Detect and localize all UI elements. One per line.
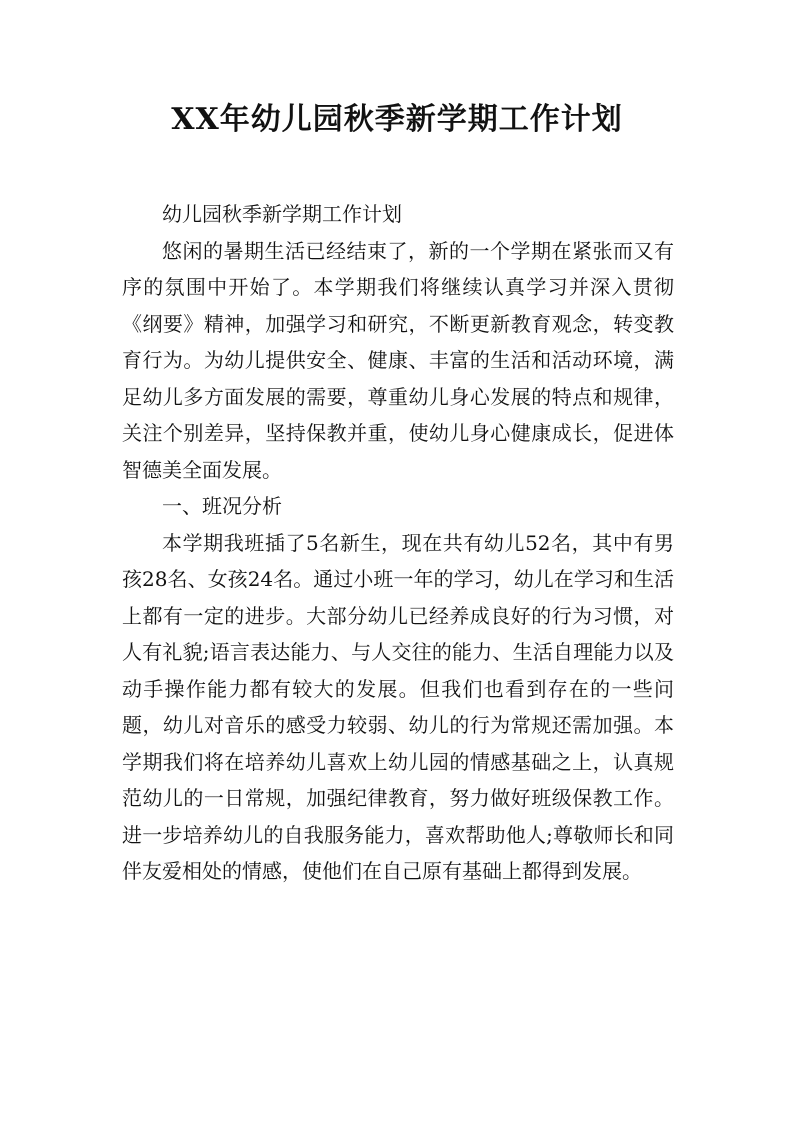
section-heading: 一、班况分析 [162,494,282,518]
intro-paragraph: 悠闲的暑期生活已经结束了，新的一个学期在紧张而又有序的氛围中开始了。本学期我们将继续认真学习并深入贯彻《纲要》精神，加强学习和研究，不断更新教育观念，转变教育行为。为幼儿提供安全、健康、丰富的生活和活动环境，满足幼儿多方面发展的需要，尊重幼儿身心发展的特点和规律，关注个别差异，坚持保教并重，使幼儿身心健康成长，促进体智德美全面发展。 [122,238,674,482]
document-body [122,196,674,890]
subtitle-paragraph: 幼儿园秋季新学期工作计划 [162,202,402,226]
class-analysis-paragraph: 本学期我班插了5名新生，现在共有幼儿52名，其中有男孩28名、女孩24名。通过小班一年的学习，幼儿在学习和生活上都有一定的进步。大部分幼儿已经养成良好的行为习惯，对人有礼貌;语言表达能力、与人交往的能力、生活自理能力以及动手操作能力都有较大的发展。但我们也看到存在的一些问题，幼儿对音乐的感受力较弱、幼儿的行为常规还需加强。本学期我们将在培养幼儿喜欢上幼儿园的情感基础之上，认真规范幼儿的一日常规，加强纪律教育，努力做好班级保教工作。进一步培养幼儿的自我服务能力，喜欢帮助他人;尊敬师长和同伴友爱相处的情感，使他们在自己原有基础上都得到发展。 [122,530,674,883]
document-title: XX年幼儿园秋季新学期工作计划 [171,102,623,137]
